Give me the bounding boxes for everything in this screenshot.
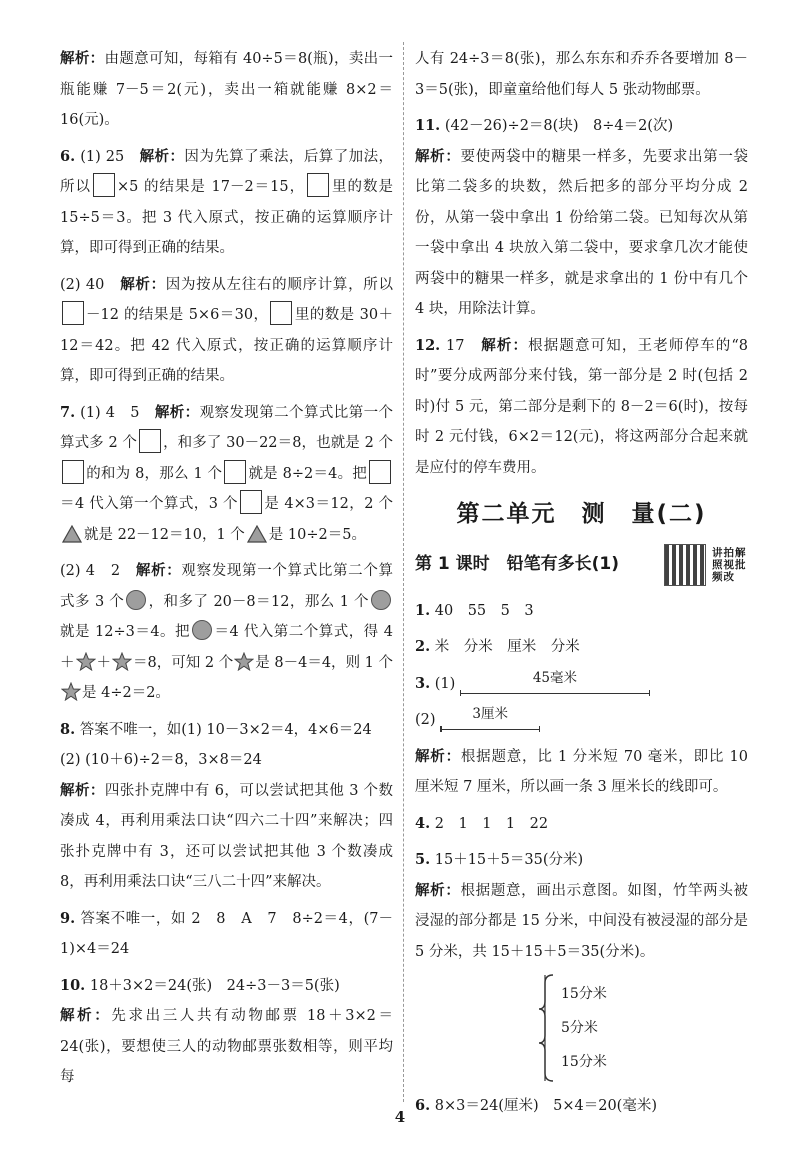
blank-box-icon: [62, 301, 84, 325]
triangle-icon: [62, 525, 82, 543]
question-8-explanation: 解析：四张扑克牌中有 6，可以尝试把其他 3 个数凑成 4，再利用乘法口诀“四六二十四”来解决；四张扑克牌中有 3，还可以尝试把其他 3 个数凑成 8，再利用乘法口诀“三八二十四”来解决。: [60, 781, 394, 890]
paragraph-q5-explanation: 解析：由题意可知，每箱有 40÷5＝8(瓶)，卖出一瓶能赚 7－5＝2(元)，卖出一箱就能赚 8×2＝16(元)。: [60, 50, 394, 128]
segment-label-top: 15分米: [561, 986, 607, 1002]
column-divider: [403, 42, 404, 1102]
answer-5-explanation: 解析：根据题意，画出示意图。如图，竹竿两头被浸湿的部分都是 15 分米，中间没有被浸湿的部分是 5 分米，共 15＋15＋5＝35(分米)。: [415, 881, 748, 960]
circle-icon: [126, 590, 146, 610]
blank-box-icon: [369, 460, 391, 484]
question-10-explanation: 解析：先求出三人共有动物邮票 18＋3×2＝24(张)，要想使三人的动物邮票张数相等，则平均每: [60, 1007, 393, 1085]
answer-2: 2. 米 分米 厘米 分米: [415, 638, 580, 655]
question-11-explanation: 解析：要使两袋中的糖果一样多，先要求出第一袋比第二袋多的块数，然后把多的部分平均分成 2 份，从第一袋中拿出 1 份给第二袋。已知每次从第一袋中拿出 4 块放入第二袋中，要求拿几次才能使两袋中的糖果一样多，就是求拿出的 1 份中有几个 4 块，用除法计算。: [415, 147, 748, 317]
circle-icon: [371, 590, 391, 610]
brace-icon: [535, 973, 559, 1083]
lesson-header: [415, 544, 748, 586]
blank-box-icon: [62, 460, 84, 484]
question-12: 12. 17 解析：根据题意可知，王老师停车的“8 时”要分成两部分来付钱，第一部分是 2 时(包括 2 时)付 5 元，第二部分是剩下的 8－2＝6(时)，按每时 2 元付钱，6×2＝12(元)，将这两部分合起来就是应付的停车费用。: [415, 336, 749, 476]
star-icon: [76, 652, 96, 671]
unit-title: 第二单元 测 量(二): [456, 501, 707, 527]
circle-icon: [192, 620, 212, 640]
answer-6: 6. 8×3＝24(厘米) 5×4＝20(毫米): [415, 1097, 657, 1114]
blank-box-icon: [270, 301, 292, 325]
line-segment-3cm: 3厘米: [440, 707, 540, 733]
question-8-answer-2: (2) (10＋6)÷2＝8，3×8＝24: [60, 752, 262, 768]
answer-3-part1: 3. (1) 45毫米: [415, 669, 748, 700]
right-column: [415, 44, 748, 1122]
answer-1: 1. 40 55 5 3: [415, 601, 534, 619]
left-column: [60, 44, 393, 1093]
answer-4: 4. 2 1 1 1 22: [415, 814, 549, 832]
blank-box-icon: [224, 460, 246, 484]
star-icon: [112, 652, 132, 671]
question-7-part2: (2) 4 2 解析：观察发现第一个算式比第二个算式多 3 个 ，和多了 20－8＝12，那么 1 个就是 12÷3＝4。把 ＝4 代入第二个算式，得 4＋ ＋ ＝8，可知 2 个 是 8－4＝4，则 1 个是 4÷2＝2。: [60, 562, 394, 701]
blank-box-icon: [139, 429, 161, 453]
question-9: 9. 答案不唯一，如 2 8 A 7 8÷2＝4，(7－1)×4＝24: [60, 909, 393, 957]
answer-5: 5. 15＋15＋5＝35(分米): [415, 851, 584, 868]
blank-box-icon: [93, 173, 115, 197]
question-7-part1: 7. (1) 4 5 解析：观察发现第二个算式比第一个算式多 2 个 ，和多了 30－22＝8，也就是 2 个的和为 8，那么 1 个 就是 8÷2＝4。把＝4 代入第一个算式，3 个 是 4×3＝12，2 个就是 22－12＝10，1 个 是 10÷2＝5。: [60, 403, 394, 543]
bamboo-pole-diagram: [415, 973, 748, 1085]
question-6-part1: 6. (1) 25 解析：因为先算了乘法，后算了加法，所以 ×5 的结果是 17－2＝15， 里的数是 15÷5＝3。把 3 代入原式，按正确的运算顺序计算，即可得到正确的结果。: [60, 147, 394, 256]
segment-label-bottom: 15分米: [561, 1054, 607, 1070]
line-segment-45mm: 45毫米: [460, 671, 650, 697]
segment-label-middle: 5分米: [561, 1020, 598, 1036]
blank-box-icon: [240, 490, 262, 514]
qr-label: 讲拍解照视批频改: [712, 546, 747, 583]
triangle-icon: [247, 525, 267, 543]
lesson-title: 第 1 课时 铅笔有多长(1): [415, 554, 620, 575]
page-number: 4: [394, 1108, 406, 1126]
star-icon: [234, 652, 254, 671]
question-11: 11. (42－26)÷2＝8(块) 8÷4＝2(次): [415, 117, 674, 134]
qr-code-icon: [664, 544, 706, 586]
answer-3-explanation: 解析：根据题意，比 1 分米短 70 毫米，即比 10 厘米短 7 厘米，所以画一条 3 厘米长的线即可。: [415, 747, 749, 795]
star-icon: [61, 682, 81, 701]
question-8-answer-1: 8. 答案不唯一，如(1) 10－3×2＝4，4×6＝24: [60, 720, 372, 738]
blank-box-icon: [307, 173, 329, 197]
question-6-part2: (2) 40 解析：因为按从左往右的顺序计算，所以－12 的结果是 5×6＝30， 里的数是 30＋12＝42。把 42 代入原式，按正确的运算顺序计算，即可得到正确的结果。: [60, 275, 394, 384]
question-10-continued: 人有 24÷3＝8(张)，那么东东和乔乔各要增加 8－3＝5(张)，即童童给他们每人 5 张动物邮票。: [415, 51, 748, 98]
question-10: 10. 18＋3×2＝24(张) 24÷3－3＝5(张): [60, 976, 340, 994]
answer-3-part2: (2) 3厘米: [415, 705, 748, 736]
